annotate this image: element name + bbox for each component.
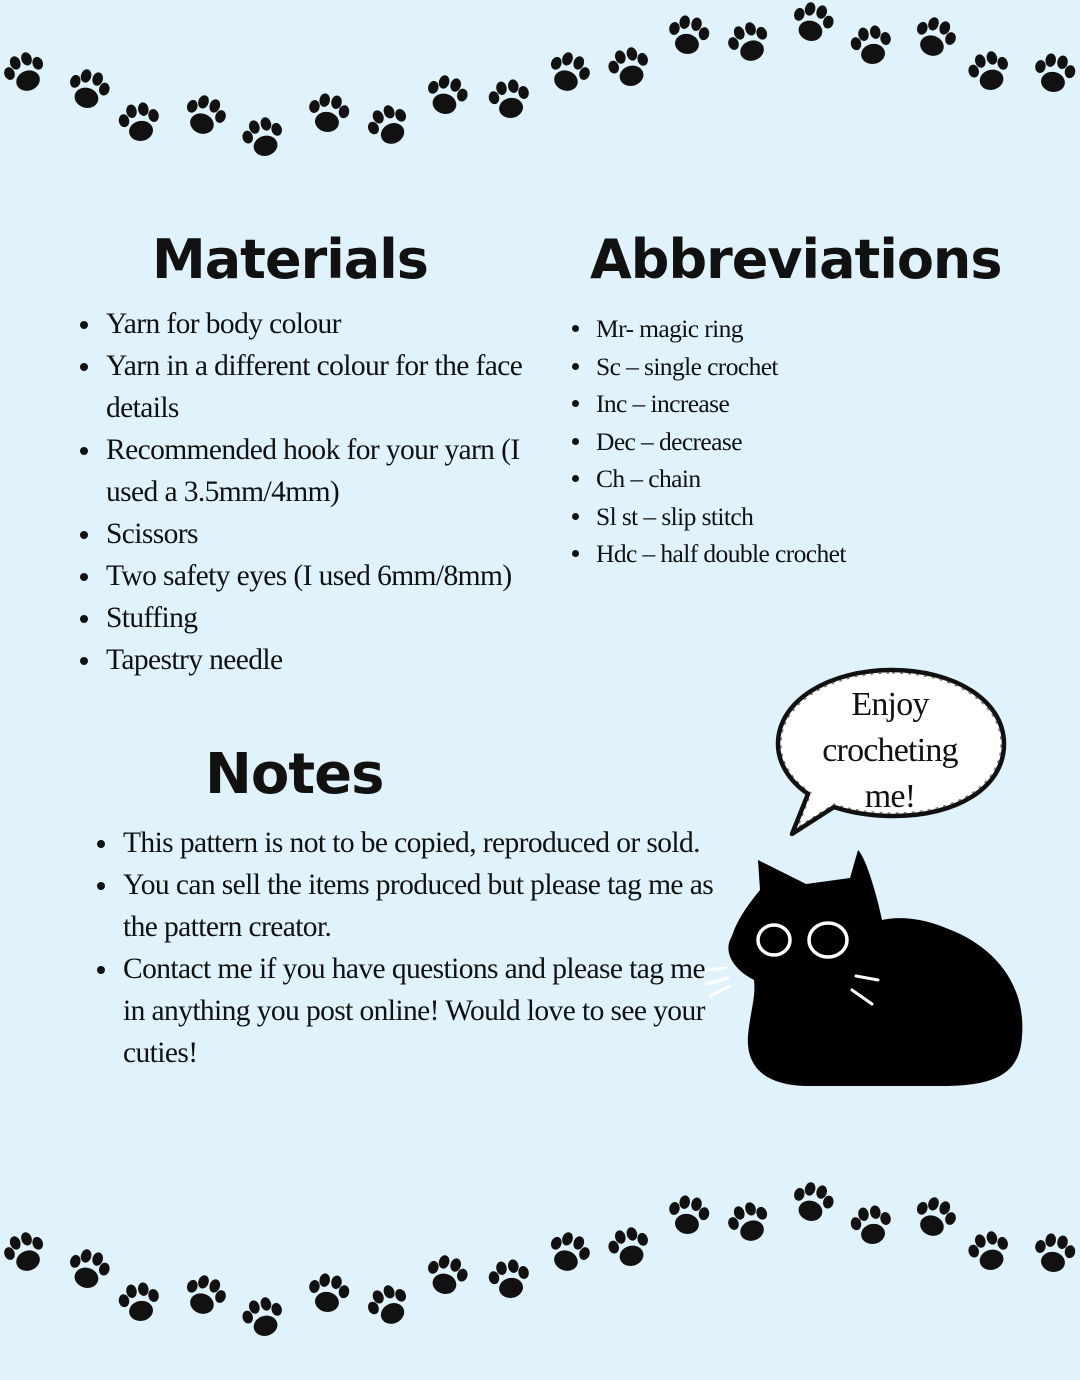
paw-print-icon [180, 91, 231, 140]
paw-print-icon [910, 1193, 961, 1242]
paw-print-icon [724, 1198, 775, 1247]
paw-print-icon [116, 100, 162, 144]
paw-print-icon [910, 13, 961, 62]
paw-print-icon [1031, 51, 1077, 95]
list-item: Contact me if you have questions and please tag me in anything you post online! Would love to see your cuties! [123, 948, 723, 1074]
list-item: Mr- magic ring [596, 310, 1026, 348]
paw-print-icon [239, 114, 288, 161]
paw-print-icon [116, 1280, 162, 1324]
materials-list [106, 303, 566, 681]
paw-print-icon [605, 44, 654, 91]
paw-print-icon [422, 72, 471, 119]
paw-print-icon [965, 48, 1014, 95]
materials-heading: Materials [152, 228, 428, 291]
paw-print-icon [665, 1193, 711, 1237]
paw-print-icon [788, 0, 837, 46]
paw-print-icon [665, 13, 711, 57]
list-item: Ch – chain [596, 460, 1026, 498]
abbreviations-heading: Abbreviations [590, 228, 1002, 291]
speech-bubble [772, 664, 1012, 840]
bubble-line: me! [864, 778, 916, 815]
list-item: Stuffing [106, 597, 566, 639]
list-item: Recommended hook for your yarn (I used a 3.5mm/4mm) [106, 429, 566, 513]
black-cat-icon [700, 840, 1040, 1100]
paw-print-icon [64, 66, 113, 113]
list-item: Two safety eyes (I used 6mm/8mm) [106, 555, 566, 597]
paw-print-icon [239, 1294, 288, 1341]
paw-print-icon [486, 77, 532, 121]
paw-print-icon [422, 1252, 471, 1299]
top-paw-border [0, 0, 1080, 200]
paw-print-icon [965, 1228, 1014, 1275]
list-item: Hdc – half double crochet [596, 535, 1026, 573]
list-item: Inc – increase [596, 385, 1026, 423]
list-item: Scissors [106, 513, 566, 555]
bottom-paw-border [0, 1180, 1080, 1380]
paw-print-icon [0, 48, 50, 97]
list-item: Yarn in a different colour for the face details [106, 345, 566, 429]
paw-print-icon [788, 1179, 837, 1226]
paw-print-icon [605, 1224, 654, 1271]
abbreviations-list [596, 310, 1026, 573]
bubble-line: Enjoy [851, 686, 929, 723]
list-item: You can sell the items produced but please tag me as the pattern creator. [123, 864, 723, 948]
speech-bubble-text [802, 682, 978, 820]
paw-print-icon [544, 48, 595, 97]
paw-print-icon [362, 1280, 415, 1331]
paw-print-icon [1031, 1231, 1077, 1275]
list-item: Tapestry needle [106, 639, 566, 681]
paw-print-icon [848, 1203, 894, 1247]
paw-print-icon [305, 91, 351, 135]
paw-print-icon [64, 1246, 113, 1293]
paw-print-icon [848, 23, 894, 67]
list-item: This pattern is not to be copied, reproduced or sold. [123, 822, 723, 864]
notes-heading: Notes [205, 742, 384, 807]
paw-print-icon [486, 1257, 532, 1301]
notes-list [123, 822, 723, 1074]
bubble-line: crocheting [822, 732, 958, 769]
paw-print-icon [0, 1228, 50, 1277]
list-item: Yarn for body colour [106, 303, 566, 345]
paw-print-icon [305, 1271, 351, 1315]
list-item: Sl st – slip stitch [596, 498, 1026, 536]
paw-print-icon [180, 1271, 231, 1320]
paw-print-icon [724, 18, 775, 67]
paw-print-icon [362, 100, 415, 151]
list-item: Dec – decrease [596, 423, 1026, 461]
list-item: Sc – single crochet [596, 348, 1026, 386]
paw-print-icon [544, 1228, 595, 1277]
